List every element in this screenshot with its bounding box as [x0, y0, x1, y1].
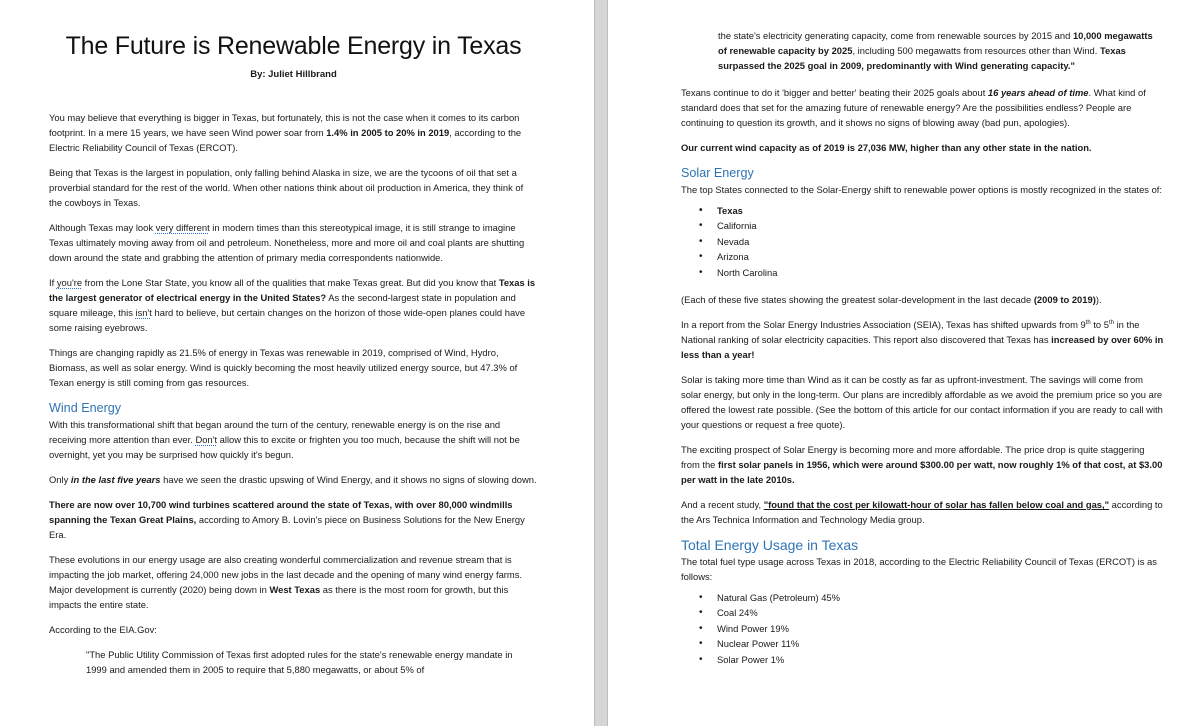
heading-solar-energy: Solar Energy — [681, 166, 754, 180]
spellcheck-flag[interactable]: very different — [155, 222, 210, 233]
bold-italic-text: in the last five years — [70, 474, 161, 485]
paragraph-wind-capacity — [681, 140, 1164, 155]
spellcheck-flag[interactable]: you're — [56, 277, 83, 288]
text-run: , including 500 megawatts from resources other than Wind. — [852, 45, 1100, 56]
list-item-fuel: • Natural Gas (Petroleum) 45% — [699, 590, 1164, 605]
paragraph-eia-source: According to the EIA.Gov: — [49, 624, 157, 635]
list-item-state: • North Carolina — [699, 265, 1164, 280]
text-run: These evolutions in our energy usage are also creating wonderful commercialization and revenue stream that is impacting the job market, offering 24,000 new jobs in the last decade and the opening of many wind energy farms. Major development is currently (2020) being down in — [49, 554, 523, 595]
paragraph-renewable-share: Things are changing rapidly as 21.5% of energy in Texas was renewable in 2019, comprised of Wind, Hydro, Biomass, as well as solar energy. Wind is quickly becoming the most heavily utilized energy source, but 47.3% of Texan energy is still coming from gas resources. — [49, 347, 518, 388]
text-run: in modern times than this stereotypical image, it is still strange to imagine Texas ultimately moving away from oil and petroleum. Nonetheless, more and more oil and coal plants are shutting down around the state and grabbing the attention of primary media correspondents nationwide. — [49, 222, 525, 263]
paragraph-fuel-usage: The total fuel type usage across Texas in 2018, according to the Electric Reliability Council of Texas (ERCOT) is as follows: — [681, 556, 1157, 583]
bold-text: Our current wind capacity as of 2019 is 27,036 MW, higher than any other state in the nation. — [681, 142, 1092, 153]
text-run: You may believe that everything is bigger in Texas, but fortunately, this is not the case when it comes to its carbon footprint. In a mere 15 years, we have seen Wind power soar from — [49, 112, 520, 138]
paragraph-jobs — [49, 552, 538, 612]
bold-underlined-quote: "found that the cost per kilowatt-hour of solar has fallen below coal and gas," — [763, 499, 1110, 511]
list-fuel-usage — [699, 590, 1164, 667]
text-run: according to the Ars Technica Information and Technology Media group. — [681, 499, 1163, 526]
list-item-state: • California — [699, 218, 1164, 233]
bold-italic-text: 16 years ahead of time — [987, 87, 1089, 98]
text-run: In a report from the Solar Energy Industries Association (SEIA), Texas has shifted upwards from 9 — [681, 319, 1086, 331]
list-item-fuel: • Nuclear Power 11% — [699, 636, 1164, 651]
text-run: Only — [49, 474, 71, 485]
list-item-fuel: • Coal 24% — [699, 605, 1164, 620]
list-solar-states — [699, 203, 1164, 280]
text-run: to 5 — [1090, 319, 1109, 331]
superscript: th — [1085, 319, 1091, 326]
document-page-left[interactable] — [0, 0, 594, 726]
text-run: With this transformational shift that began around the turn of the century, renewable energy is on the rise and receiving more attention than ever. — [49, 419, 501, 445]
block-quote: "The Public Utility Commission of Texas first adopted rules for the state's renewable energy mandate in 1999 and amended them in 2005 to require that 5,880 megawatts, or about 5% of — [86, 649, 513, 675]
document-page-right[interactable] — [608, 0, 1200, 726]
block-quote-continued — [681, 28, 1164, 73]
bold-text: 10,000 megawatts of renewable capacity by 2025 — [718, 30, 1153, 56]
text-run: hard to believe, but certain changes on the horizon of those wide-open planes could have some raising eyebrows. — [49, 307, 526, 333]
heading-total-energy: Total Energy Usage in Texas — [681, 537, 859, 554]
bold-text: 1.4% in 2005 to 20% in 2019 — [326, 127, 450, 138]
bold-text: Texas surpassed the 2025 goal in 2009, predominantly with Wind generating capacity." — [718, 45, 1126, 71]
paragraph-turbines — [49, 497, 538, 542]
spellcheck-flag[interactable]: Don't — [195, 434, 218, 445]
paragraph-stereotype — [49, 220, 538, 265]
page-gutter — [594, 0, 608, 726]
text-run: have we seen the drastic upswing of Wind Energy, and it shows no signs of slowing down. — [160, 474, 537, 485]
text-run: allow this to excite or frighten you too much, because the shift will not be overnight, yet you may be surprised how quickly it's begun. — [49, 434, 520, 460]
heading-wind-energy: Wind Energy — [49, 401, 122, 415]
spellcheck-flag[interactable]: isn't — [135, 307, 152, 318]
text-run: Although Texas may look — [49, 222, 156, 233]
text-run: And a recent study, — [681, 499, 764, 511]
paragraph-five-states — [681, 292, 1164, 307]
bold-text: increased by over 60% in less than a year! — [681, 334, 1164, 361]
paragraph-five-years — [49, 472, 538, 487]
list-item-fuel: • Solar Power 1% — [699, 652, 1164, 667]
bold-text: Texas is the largest generator of electrical energy in the United States? — [49, 277, 536, 303]
text-run: As the second-largest state in population and square mileage, this — [49, 292, 516, 318]
paragraph-price-drop — [681, 442, 1164, 487]
text-run: , according to the Electric Reliability Council of Texas (ERCOT). — [49, 127, 522, 153]
bold-text: (2009 to 2019) — [1033, 294, 1096, 306]
paragraph-recent-study — [681, 497, 1164, 527]
list-item-state: • Nevada — [699, 234, 1164, 249]
paragraph-solar-cost: Solar is taking more time than Wind as it can be costly as far as upfront-investment. The savings will come from solar energy, but only in the long-term. Our plans are incredibly affordable as we avoid the premium price so you are offered the lowest rate possible. (See the bottom of this article for our contact information if you are ready to call with your questions or request a free quote). — [681, 374, 1163, 431]
text-run: . What kind of standard does that set for the amazing future of renewable energy? Are the possibilities endless? People are continuing to question its growth, and it shows no signs of blowing away (bad pun, apologies). — [681, 87, 1146, 128]
paragraph-intro — [49, 110, 538, 155]
text-run: (Each of these five states showing the greatest solar-development in the last decade — [681, 294, 1034, 306]
superscript: th — [1108, 319, 1114, 326]
list-item-state: • Arizona — [699, 249, 1164, 264]
paragraph-wind-shift — [49, 417, 538, 462]
text-run: the state's electricity generating capacity, come from renewable sources by 2015 and — [718, 30, 1073, 41]
text-run: ). — [1095, 294, 1102, 306]
author-byline: By: Juliet Hillbrand — [250, 69, 337, 80]
text-run: from the Lone Star State, you know all of the qualities that make Texas great. But did you know that — [82, 277, 499, 288]
bold-text: There are now over 10,700 wind turbines scattered around the state of Texas, with over 80,000 windmills spanning the Texan Great Plains, — [49, 499, 513, 525]
text-run: in the National ranking of solar electricity capacities. This report also discovered that Texas has — [681, 319, 1140, 346]
bold-text: West Texas — [269, 584, 321, 595]
paragraph-seia-report — [681, 317, 1164, 362]
paragraph-ahead-of-time — [681, 85, 1164, 130]
paragraph-lone-star — [49, 275, 538, 335]
list-item-state: • Texas — [699, 203, 1164, 218]
paragraph-solar-states: The top States connected to the Solar-Energy shift to renewable power options is mostly recognized in the states of: — [681, 184, 1162, 195]
text-run: according to Amory B. Lovin's piece on Business Solutions for the New Energy Era. — [49, 514, 525, 540]
paragraph-oil-tycoons: Being that Texas is the largest in population, only falling behind Alaska in size, we are the tycoons of oil that set a proverbial standard for the rest of the world. When other nations think about oil production in America, they think of the cowboys in Texas. — [49, 167, 524, 208]
bold-text: first solar panels in 1956, which were around $300.00 per watt, now roughly 1% of that cost, at $3.00 per watt in the late 2010s. — [681, 459, 1163, 486]
text-run: Texans continue to do it 'bigger and better' beating their 2025 goals about — [681, 87, 988, 98]
text-run: If — [49, 277, 57, 288]
text-run: The exciting prospect of Solar Energy is becoming more and more affordable. The price drop is quite staggering from the — [681, 444, 1145, 471]
document-title: The Future is Renewable Energy in Texas — [65, 32, 522, 60]
text-run: as there is the most room for growth, but this impacts the entire state. — [49, 584, 509, 610]
list-item-fuel: • Wind Power 19% — [699, 621, 1164, 636]
